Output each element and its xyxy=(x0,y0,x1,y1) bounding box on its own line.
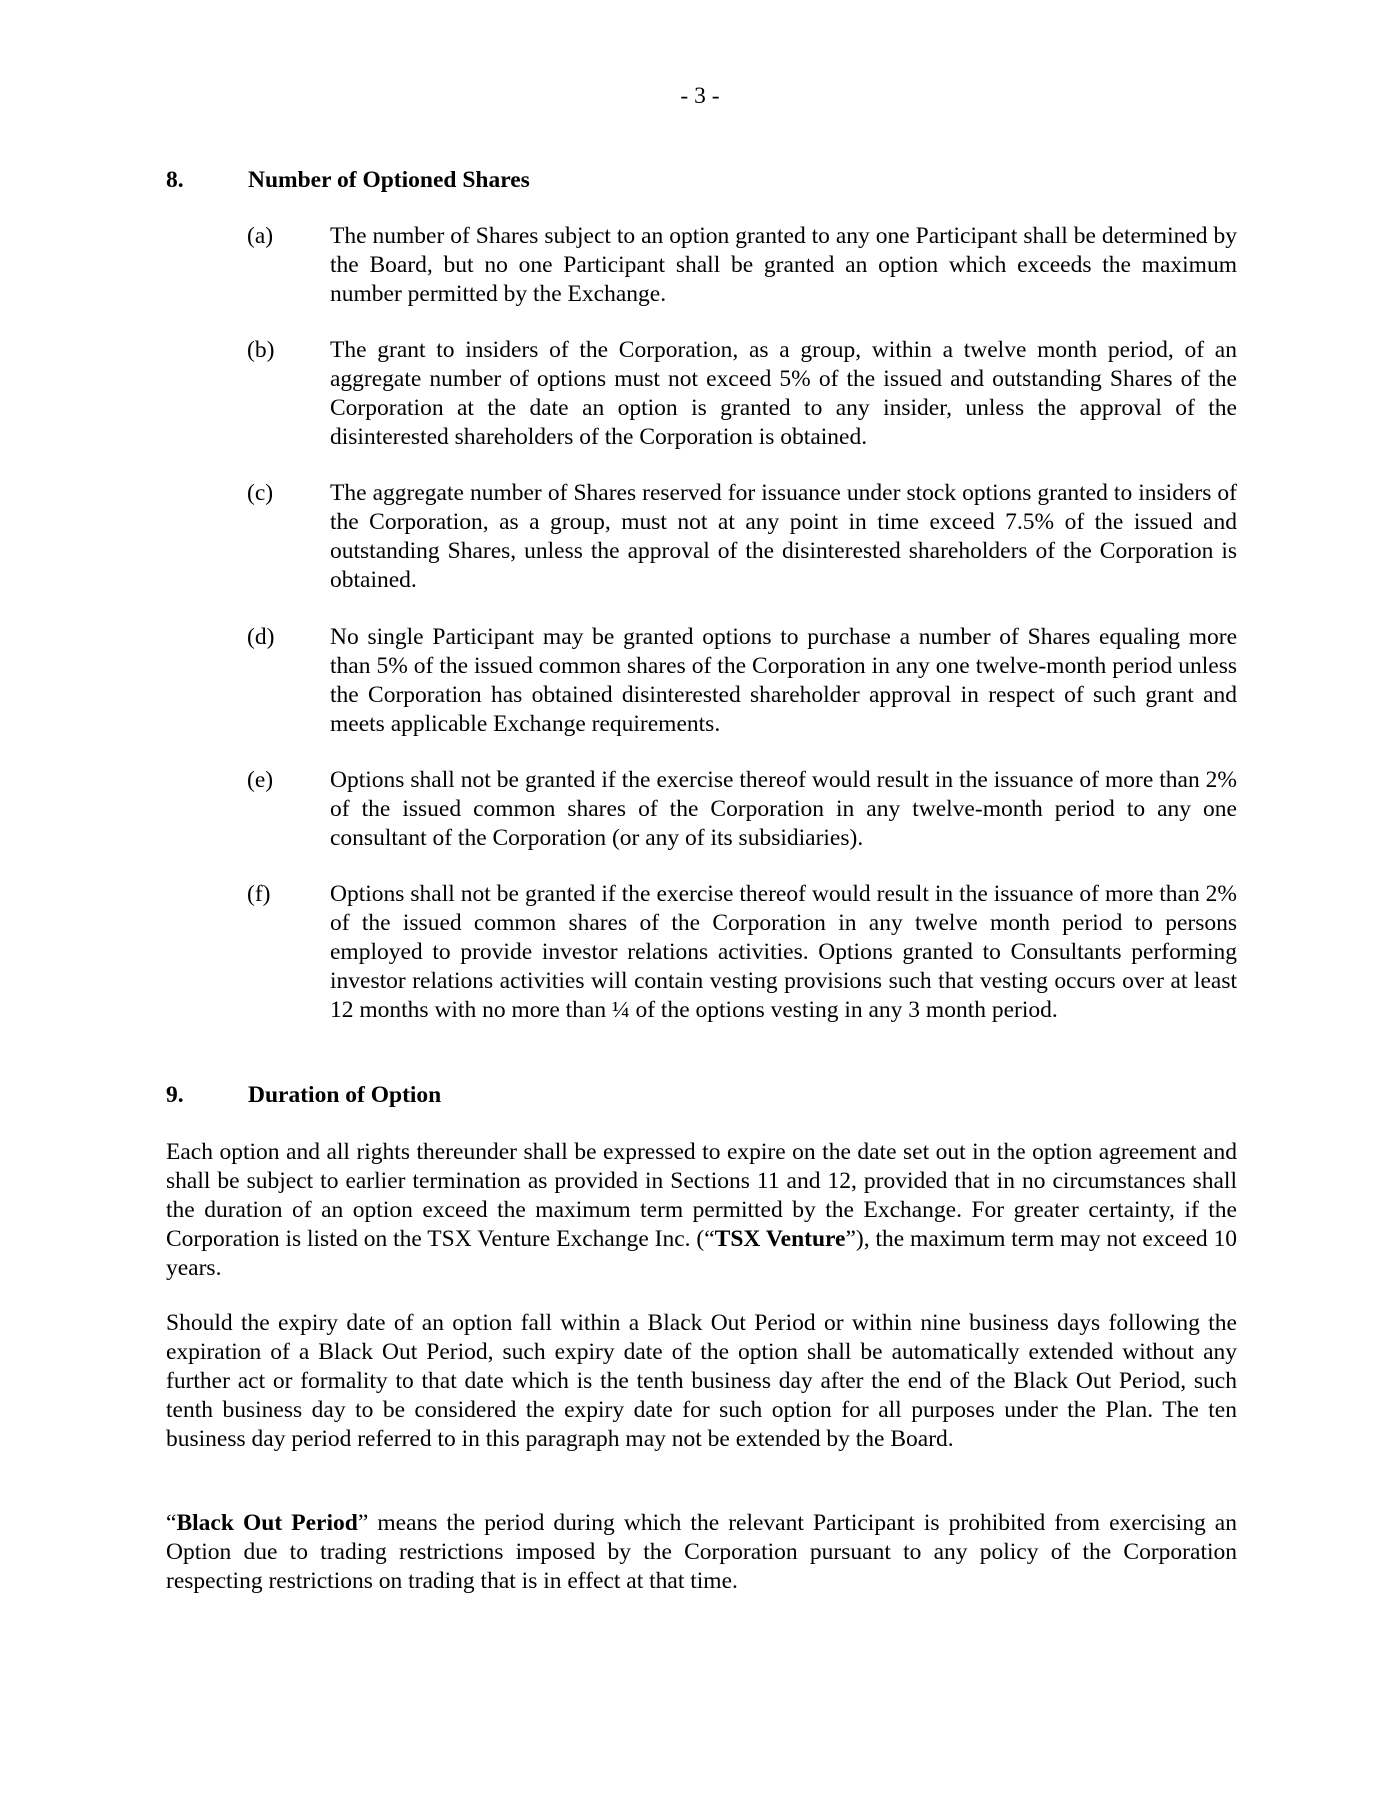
defined-term-black-out-period: Black Out Period xyxy=(176,1510,358,1536)
clause-8f xyxy=(247,880,1237,1025)
clause-label: (f) xyxy=(247,881,271,907)
section-9-title: Duration of Option xyxy=(248,1082,442,1108)
clause-text: Options shall not be granted if the exercise thereof would result in the issuance of more than 2% of the issued common shares of the Corporation in any twelve-month period to any one consultant of the Corporation (or any of its subsidiaries). xyxy=(330,767,1237,851)
paragraph-text: “ xyxy=(166,1510,177,1536)
clause-text: The grant to insiders of the Corporation, as a group, within a twelve month period, of an aggregate number of options must not exceed 5% of the issued and outstanding Shares of the Corporation at the date an option is granted to any insider, unless the approval of the disinterested shareholders of the Corporation is obtained. xyxy=(330,337,1237,450)
clause-text: Options shall not be granted if the exercise thereof would result in the issuance of more than 2% of the issued common shares of the Corporation in any twelve month period to persons employed to provide investor relations activities. Options granted to Consultants performing investor relations activities will contain vesting provisions such that vesting occurs over at least 12 months with no more than ¼ of the options vesting in any 3 month period. xyxy=(330,881,1237,1023)
section-9-number: 9. xyxy=(166,1082,184,1108)
clause-8b xyxy=(247,336,1237,452)
clause-label: (a) xyxy=(247,223,274,249)
page-number: - 3 - xyxy=(680,83,720,109)
section-8-number: 8. xyxy=(166,167,184,193)
paragraph-duration xyxy=(166,1138,1237,1283)
section-8-title: Number of Optioned Shares xyxy=(248,167,530,193)
clause-label: (d) xyxy=(247,624,275,650)
clause-8a xyxy=(247,222,1237,309)
paragraph-text: ”), the maximum term may not exceed 10 years. xyxy=(166,1226,1238,1281)
clause-label: (e) xyxy=(247,767,274,793)
clause-text: The aggregate number of Shares reserved for issuance under stock options granted to insiders of the Corporation, as a group, must not at any point in time exceed 7.5% of the issued and outstanding Shares, unless the approval of the disinterested shareholders of the Corporation is obtained. xyxy=(330,480,1237,593)
section-9-heading xyxy=(166,1081,441,1110)
clause-8d xyxy=(247,623,1237,739)
clause-text: The number of Shares subject to an option granted to any one Participant shall be determined by the Board, but no one Participant shall be granted an option which exceeds the maximum number permitted by the Exchange. xyxy=(330,223,1237,307)
paragraph-text: Each option and all rights thereunder shall be expressed to expire on the date set out in the option agreement and shall be subject to earlier termination as provided in Sections 11 and 12, provided that in no circumstances shall the duration of an option exceed the maximum term permitted by the Exchange. For greater certainty, if the Corporation is listed on the TSX Venture Exchange Inc. (“ xyxy=(166,1139,1237,1252)
clause-label: (c) xyxy=(247,480,274,506)
paragraph-text: Should the expiry date of an option fall within a Black Out Period or within nine business days following the expiration of a Black Out Period, such expiry date of the option shall be automatically extended without any further act or formality to that date which is the tenth business day after the end of the Black Out Period, such tenth business day to be considered the expiry date for such option for all purposes under the Plan. The ten business day period referred to in this paragraph may not be extended by the Board. xyxy=(166,1310,1237,1452)
clause-8e xyxy=(247,766,1237,853)
clause-text: No single Participant may be granted options to purchase a number of Shares equaling more than 5% of the issued common shares of the Corporation in any one twelve-month period unless the Corporation has obtained disinterested shareholder approval in respect of such grant and meets applicable Exchange requirements. xyxy=(330,624,1237,737)
section-8-heading xyxy=(166,166,530,195)
paragraph-text: ” means the period during which the relevant Participant is prohibited from exercising an Option due to trading restrictions imposed by the Corporation pursuant to any policy of the Corporation respecting restrictions on trading that is in effect at that time. xyxy=(166,1510,1237,1594)
clause-label: (b) xyxy=(247,337,275,363)
clause-8c xyxy=(247,479,1237,595)
defined-term-tsx-venture: TSX Venture xyxy=(714,1226,846,1252)
paragraph-black-out-definition xyxy=(166,1509,1237,1596)
paragraph-black-out-extension xyxy=(166,1309,1237,1454)
